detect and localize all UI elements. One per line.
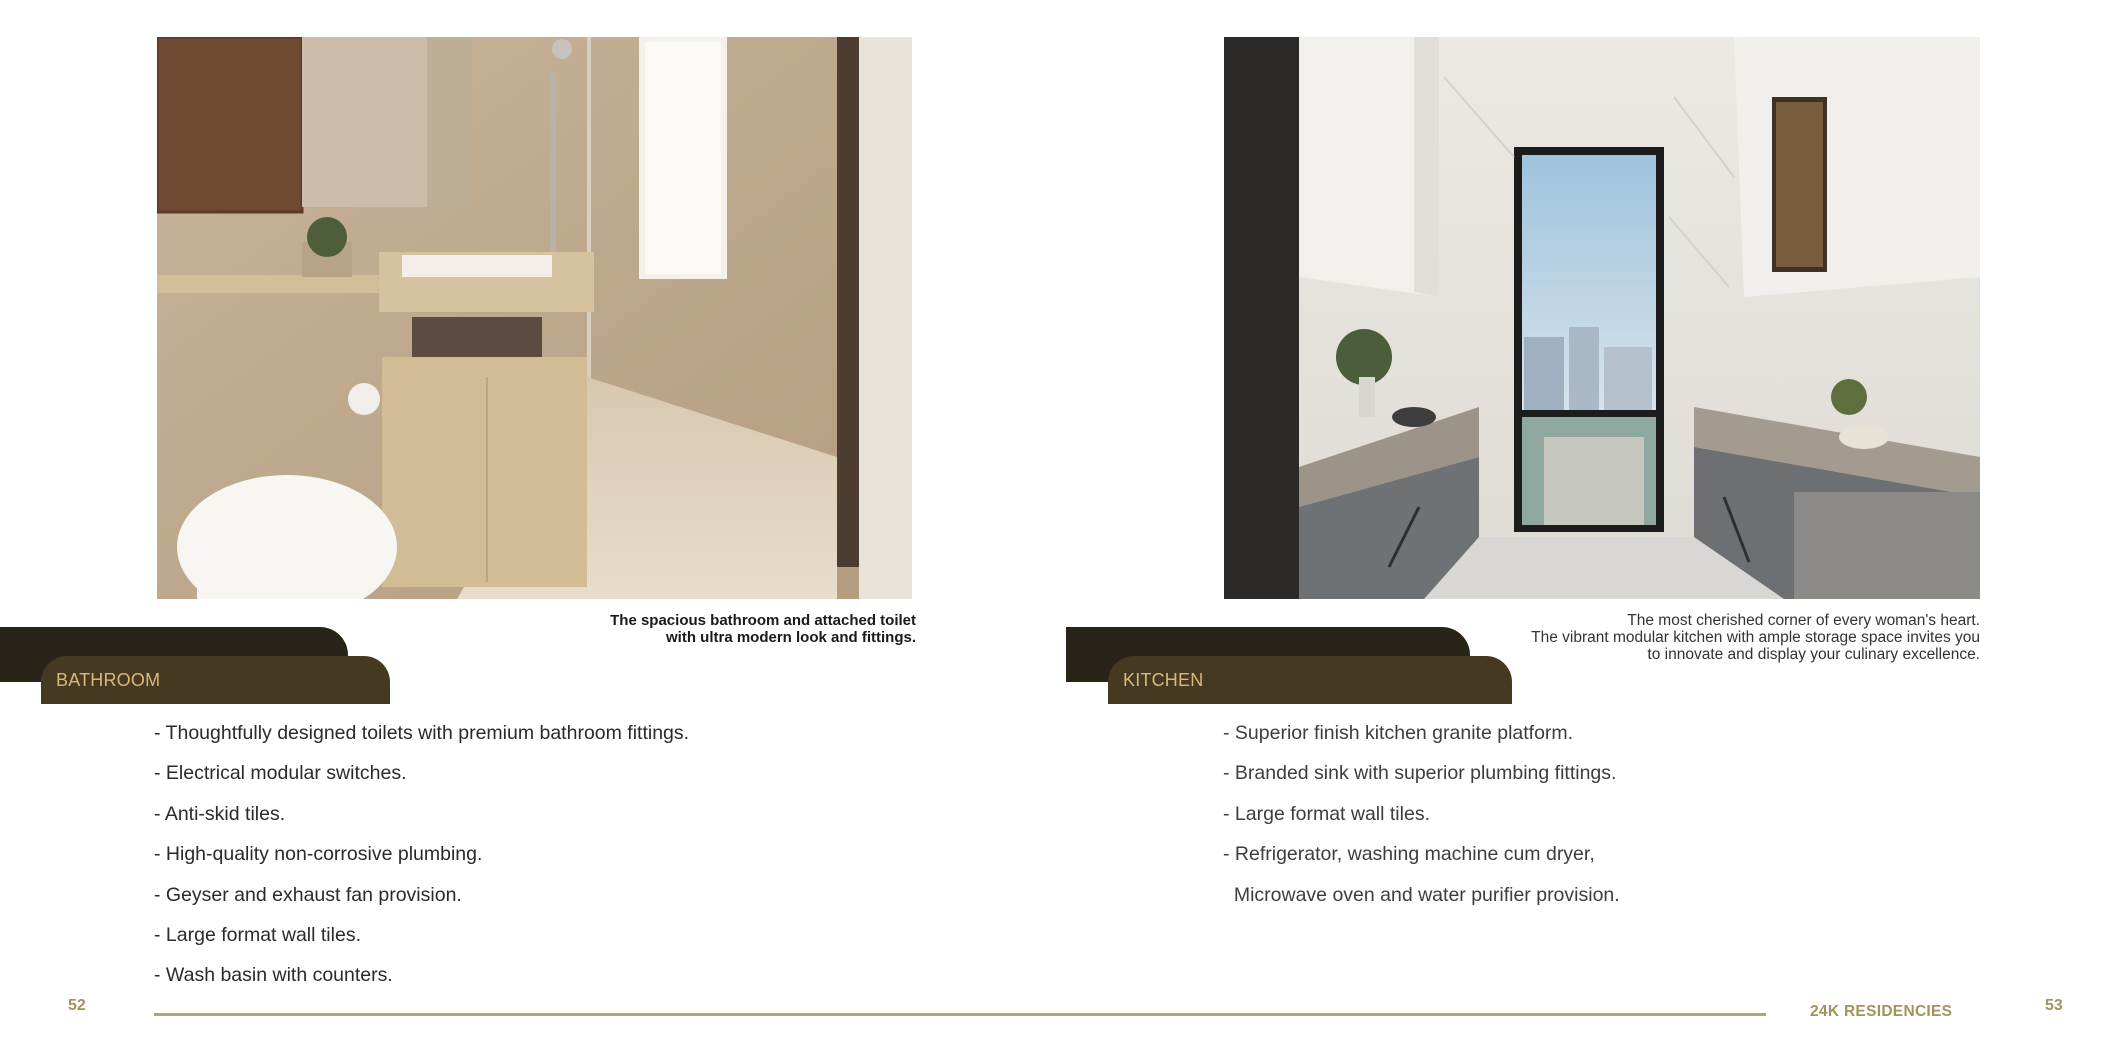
- bathroom-photo: [157, 37, 912, 599]
- list-item: - Large format wall tiles.: [1223, 802, 1430, 825]
- list-item: - Geyser and exhaust fan provision.: [154, 883, 462, 906]
- list-item: - High-quality non-corrosive plumbing.: [154, 843, 483, 866]
- list-item: - Thoughtfully designed toilets with premium bathroom fittings.: [154, 722, 690, 744]
- list-item: - Large format wall tiles.: [154, 923, 361, 946]
- footer-rule: [154, 1013, 1766, 1016]
- page-number: 53: [2045, 997, 2063, 1014]
- caption-line: The most cherished corner of every woman's heart.: [1627, 612, 1980, 629]
- section-title-tab: [41, 656, 390, 704]
- list-item: - Wash basin with counters.: [154, 964, 393, 987]
- list-item: Microwave oven and water purifier provision.: [1223, 883, 1620, 906]
- bathroom-caption: [610, 612, 916, 646]
- section-title-tab: [1108, 656, 1512, 704]
- list-item: - Superior finish kitchen granite platform.: [1223, 722, 1574, 744]
- caption-line: The vibrant modular kitchen with ample storage space invites you: [1531, 629, 1980, 646]
- kitchen-caption: [1531, 612, 1980, 663]
- caption-line: with ultra modern look and fittings.: [666, 629, 916, 646]
- list-item: - Anti-skid tiles.: [154, 802, 286, 825]
- page-number: 52: [68, 997, 86, 1014]
- list-item: - Electrical modular switches.: [154, 762, 407, 785]
- kitchen-feature-list: [1223, 713, 1620, 915]
- brand-name: 24K RESIDENCIES: [1810, 1003, 1953, 1020]
- section-title: BATHROOM: [56, 669, 161, 690]
- caption-line: to innovate and display your culinary excellence.: [1647, 646, 1980, 663]
- list-item: - Refrigerator, washing machine cum dryer,: [1223, 843, 1595, 866]
- bathroom-feature-list: [154, 713, 689, 996]
- list-item: - Branded sink with superior plumbing fittings.: [1223, 762, 1617, 785]
- kitchen-photo: [1224, 37, 1980, 599]
- right-page: [1056, 0, 2112, 1055]
- caption-line: The spacious bathroom and attached toilet: [610, 612, 916, 629]
- section-title: KITCHEN: [1123, 669, 1204, 690]
